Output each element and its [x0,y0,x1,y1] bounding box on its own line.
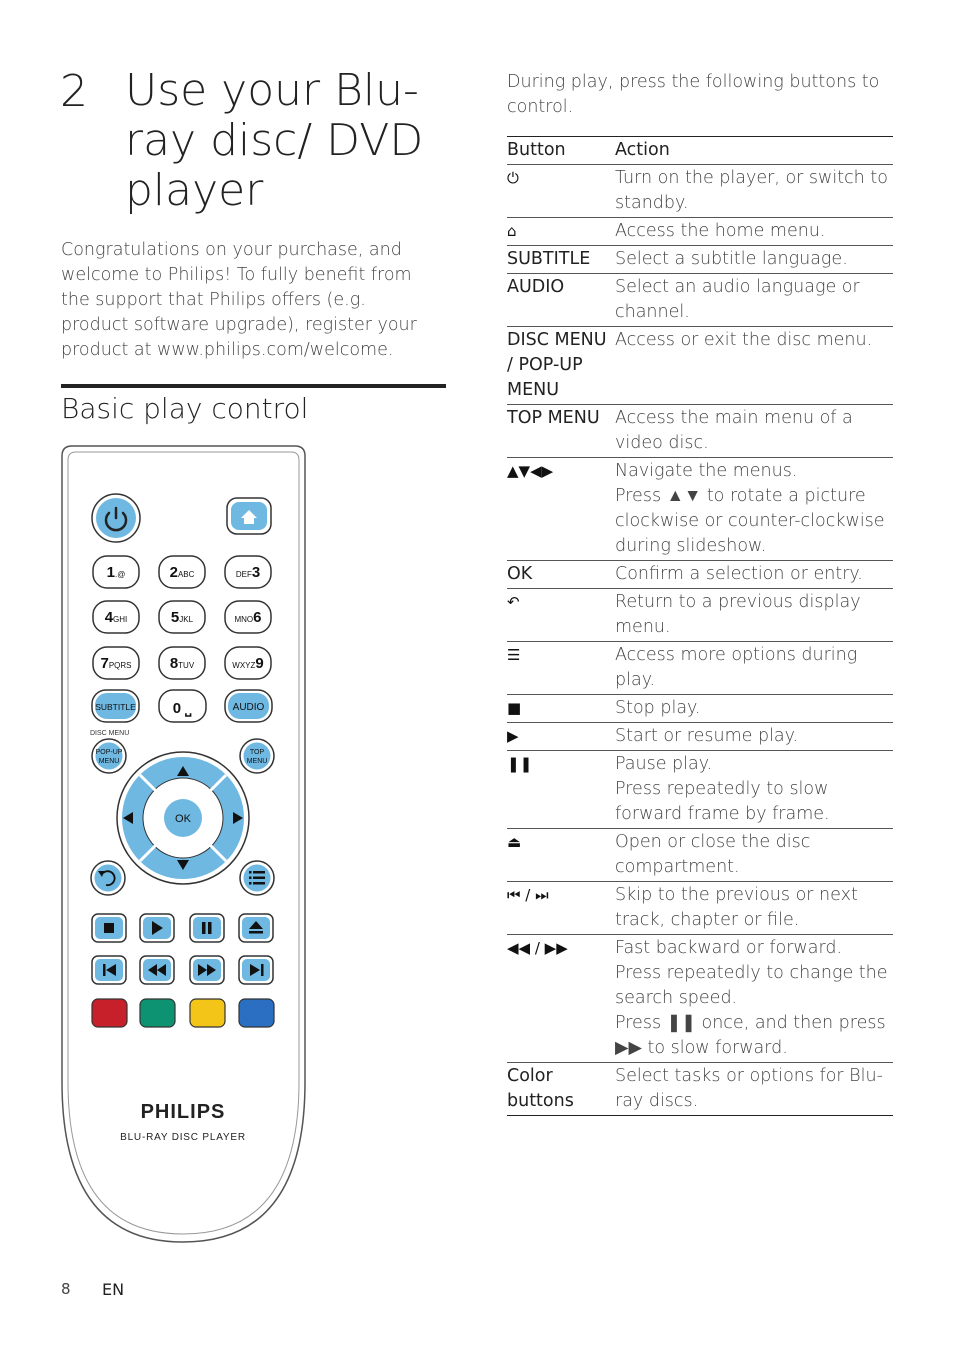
row-action [615,1064,893,1114]
rewind-button [140,956,174,984]
row-button-label: ⌂ [507,222,517,240]
row-action [615,459,893,559]
audio-button [225,690,272,722]
audio-label: AUDIO [232,702,265,713]
fast-forward-button [190,956,224,984]
key-9-button [225,647,271,679]
row-action-line: Stop play. [615,698,701,718]
numeric-keypad [93,556,271,679]
section-title: Basic play control [61,392,309,425]
key-8-button [159,647,205,679]
page-language: EN [102,1280,125,1299]
row-action-line: Confirm a selection or entry. [615,564,863,584]
button-action-table [507,136,893,1116]
key-1-button [93,556,139,588]
row-action-line: Pause play. [615,754,713,774]
row-button-label: SUBTITLE [507,249,591,269]
row-action [615,166,893,216]
row-action [615,643,893,693]
row-button-label: OK [507,564,533,584]
row-action-line: Select tasks or options for Blu-ray discs. [615,1066,883,1111]
top-menu-button [240,739,274,773]
row-action [615,275,893,325]
row-action-line: Access the main menu of a video disc. [615,408,853,453]
row-button-label: ▶ [507,727,519,745]
table-row [507,723,893,751]
row-button-label: Color buttons [507,1066,574,1111]
power-button [92,494,140,542]
table-row [507,458,893,561]
row-action [615,936,893,1061]
row-button-label: ⏻ [507,169,519,187]
table-row [507,561,893,589]
table-row [507,405,893,458]
key-7-label: 7PQRS [100,655,132,672]
color-button-1 [92,999,127,1027]
row-action-line: Access the home menu. [615,221,826,241]
table-row [507,589,893,642]
row-action [615,830,893,880]
table-row [507,642,893,695]
key-9-label: WXYZ9 [232,655,264,672]
row-button-label: TOP MENU [507,408,600,428]
row-action [615,590,893,640]
row-action-line: Access or exit the disc menu. [615,330,873,350]
eject-button [239,914,273,942]
row-action-line: Navigate the menus. [615,461,798,481]
remote-model: BLU-RAY DISC PLAYER [120,1132,246,1143]
row-button-label: AUDIO [507,277,565,297]
row-action [615,219,893,244]
svg-text:MENU: MENU [98,758,120,765]
stop-button [92,914,126,942]
table-row [507,829,893,882]
row-action [615,883,893,933]
key-6-label: MNO6 [234,609,262,626]
navigation-pad [117,752,249,884]
next-button [239,956,273,984]
key-5-button [159,601,205,633]
row-action [615,724,893,749]
key-6-button [225,601,271,633]
row-action [615,406,893,456]
row-action-line: Select an audio language or channel. [615,277,860,322]
row-button-label: ■ [507,699,522,717]
row-button-label: DISC MENU / POP-UP MENU [507,330,607,400]
row-action-line: Press repeatedly to change the search speed. [615,963,888,1008]
header-button: Button [507,140,566,160]
table-row [507,1063,893,1115]
disc-menu-caption: DISC MENU [90,730,130,737]
row-action [615,696,893,721]
ok-label: OK [175,813,191,825]
svg-text:TOP: TOP [249,749,265,756]
page-number: 8 [61,1280,71,1298]
row-action [615,328,893,403]
table-row [507,882,893,935]
subtitle-label: SUBTITLE [95,702,136,712]
table-row [507,327,893,405]
chapter-number: 2 [60,66,88,117]
back-button [91,861,125,895]
color-button-3 [190,999,225,1027]
key-7-button [93,647,139,679]
key-3-label: DEF3 [235,564,261,581]
key-5-label: 5JKL [170,609,194,626]
key-1-label: 1.@ [106,564,126,581]
key-3-button [225,556,271,588]
options-icon [249,871,265,885]
section-rule [61,384,446,388]
table-row [507,695,893,723]
subtitle-button [92,690,139,722]
header-action: Action [615,140,670,160]
row-button-label: ▲▼◀▶ [507,462,554,480]
row-button-label: ☰ [507,646,521,664]
table-header [507,137,893,165]
table-row [507,246,893,274]
row-action-line: Select a subtitle language. [615,249,848,269]
row-action [615,752,893,827]
row-action-line: Turn on the player, or switch to standby. [615,168,888,213]
key-4-button [93,601,139,633]
key-8-label: 8TUV [169,655,195,672]
table-row [507,935,893,1063]
color-button-4 [239,999,274,1027]
stop-icon [104,923,114,933]
popup-menu-button [92,739,126,773]
intro-paragraph: Congratulations on your purchase, and welcome to Philips! To fully benefit from the support that Philips offers (e.g. product software upgrade), register your product at www.philips.com/welcome. [61,240,417,360]
row-action-line: Return to a previous display menu. [615,592,861,637]
row-action-line: Press ❚❚ once, and then press ▶▶ to slow forward. [615,1013,886,1058]
chapter-title: Use your Blu-ray disc/ DVD player [125,65,424,216]
color-button-2 [140,999,175,1027]
zero-label: 0 ⎵ [172,700,192,717]
row-action-line: Press ▲▼ to rotate a picture clockwise or counter-clockwise during slideshow. [615,486,885,556]
table-row [507,751,893,829]
row-action-line: Press repeatedly to slow forward frame by frame. [615,779,830,824]
pause-button [190,914,224,942]
key-2-label: 2ABC [169,564,195,581]
svg-text:MENU: MENU [246,758,268,765]
row-button-label: ❚❚ [507,755,533,773]
remote-brand: PHILIPS [140,1101,226,1123]
options-button [240,861,274,895]
table-row [507,274,893,327]
lead-paragraph: During play, press the following buttons to control. [507,72,880,117]
previous-button [92,956,126,984]
table-row [507,218,893,246]
svg-text:POP-UP: POP-UP [95,749,123,756]
row-action [615,562,893,587]
row-button-label: ⏮ / ⏭ [507,886,549,904]
zero-button [159,690,206,722]
row-action-line: Skip to the previous or next track, chapter or file. [615,885,858,930]
row-action-line: Start or resume play. [615,726,799,746]
row-button-label: ↶ [507,593,520,611]
table-row [507,165,893,218]
key-2-button [159,556,205,588]
row-button-label: ◀◀ / ▶▶ [507,939,568,957]
row-action-line: Fast backward or forward. [615,938,843,958]
remote-control-illustration [60,442,307,1246]
home-button [227,498,271,534]
row-action-line: Open or close the disc compartment. [615,832,811,877]
row-action-line: Access more options during play. [615,645,858,690]
row-button-label: ⏏ [507,833,522,851]
row-action [615,247,893,272]
key-4-label: 4GHI [104,609,128,626]
play-button [140,914,174,942]
